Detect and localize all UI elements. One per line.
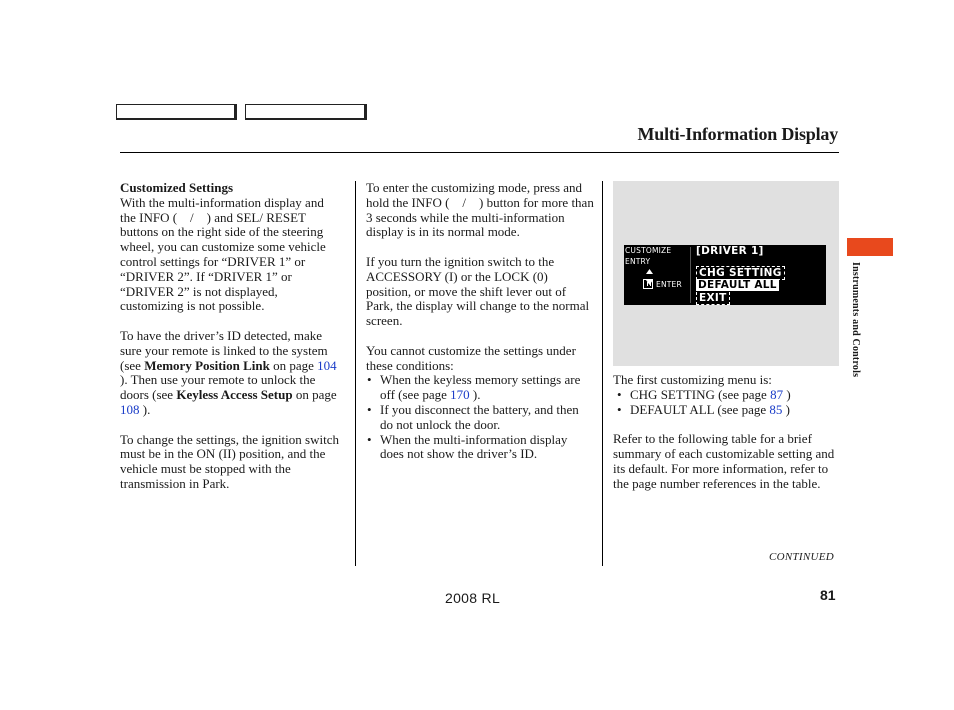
keyless-access-setup-ref: Keyless Access Setup bbox=[176, 387, 293, 403]
list-item bbox=[616, 403, 841, 418]
page-link-170[interactable]: 170 bbox=[450, 387, 470, 403]
footer-model: 2008 RL bbox=[445, 590, 501, 606]
col1-paragraph-3: To change the settings, the ignition switch must be in the ON (II) position, and the vehicle must be stopped with the transmission in Park. bbox=[120, 431, 339, 491]
page-link-85[interactable]: 85 bbox=[769, 401, 783, 417]
col1-p2-text-c: ). Then use your remote to unlock the doors (see bbox=[120, 372, 316, 403]
menu-item-1-text-b: ) bbox=[783, 386, 791, 402]
col1-paragraph-2 bbox=[120, 329, 342, 418]
page-link-87[interactable]: 87 bbox=[770, 386, 784, 402]
col2-paragraph-2: If you turn the ignition switch to the ACCESSORY (I) or the LOCK (0) position, or move the shift lever out of Park, the display will change to the normal screen. bbox=[366, 253, 590, 329]
lcd-screen bbox=[624, 245, 826, 305]
nav-button-2[interactable] bbox=[245, 104, 367, 120]
column-divider-2 bbox=[602, 181, 603, 566]
section-tab[interactable] bbox=[847, 238, 893, 256]
column-3 bbox=[613, 373, 841, 506]
section-side-label bbox=[849, 262, 863, 407]
col2-paragraph-3: You cannot customize the settings under these conditions: bbox=[366, 342, 576, 373]
list-item bbox=[616, 388, 841, 403]
col1-p2-text-d: on page bbox=[292, 387, 337, 403]
lcd-driver-id: [DRIVER 1] bbox=[696, 245, 764, 257]
continued-label: CONTINUED bbox=[769, 551, 835, 563]
col1-p2-text-e: ). bbox=[139, 401, 151, 417]
list-item: • If you disconnect the battery, and then do not unlock the door. bbox=[366, 403, 594, 433]
col2-paragraph-1: To enter the customizing mode, press and hold the INFO ( / ) button for more than 3 seconds while the multi-information display is in its normal mode. bbox=[366, 180, 594, 240]
col1-paragraph-1: With the multi-information display and the INFO ( / ) and SEL/ RESET buttons on the right side of the steering wheel, you can customize some vehicle control settings for “DRIVER 1” or “DRIVER 2”. If “DRIVER 1” or “DRIVER 2” is not displayed, customizing is not possible. bbox=[120, 194, 326, 314]
display-illustration bbox=[613, 181, 839, 366]
menu-item-2-text-a: DEFAULT ALL (see page bbox=[630, 401, 770, 417]
list-item bbox=[366, 373, 594, 403]
header-rule bbox=[120, 152, 839, 153]
conditions-list bbox=[366, 373, 594, 462]
section-side-label-text: Instruments and Controls bbox=[850, 262, 861, 378]
column-divider-1 bbox=[355, 181, 356, 566]
lcd-entry-label: ENTRY bbox=[625, 257, 651, 266]
col3-paragraph-1: The first customizing menu is: bbox=[613, 372, 772, 387]
lcd-chg-setting: CHG SETTING bbox=[696, 266, 785, 280]
page-link-108[interactable]: 108 bbox=[120, 401, 140, 417]
nav-button-1[interactable] bbox=[116, 104, 237, 120]
lcd-enter-label: ENTER bbox=[656, 280, 682, 289]
column-2 bbox=[366, 181, 594, 462]
col3-paragraph-2: Refer to the following table for a brief summary of each customizable setting and its default. For more information, refer to the page number references in the table. bbox=[613, 431, 835, 491]
condition-1-text-b: ). bbox=[469, 387, 481, 403]
lcd-customize-label: CUSTOMIZE bbox=[625, 246, 672, 255]
sel-reset-button-icon bbox=[643, 279, 653, 289]
col1-p2-text-b: on page bbox=[269, 357, 318, 373]
memory-position-link-ref: Memory Position Link bbox=[144, 357, 270, 373]
page-title: Multi-Information Display bbox=[637, 124, 838, 144]
lcd-divider bbox=[690, 247, 691, 303]
menu-list bbox=[616, 388, 841, 418]
menu-item-2-text-b: ) bbox=[782, 401, 790, 417]
col1-p2-text-a: To have the driver’s ID detected, make sure your remote is linked to the system (see bbox=[120, 327, 328, 373]
page-link-104[interactable]: 104 bbox=[317, 357, 337, 373]
lcd-exit: EXIT bbox=[696, 292, 730, 305]
section-heading: Customized Settings bbox=[120, 180, 234, 195]
condition-1-text-a: When the keyless memory settings are off (see page bbox=[380, 372, 581, 403]
list-item: • When the multi-information display does not show the driver’s ID. bbox=[366, 433, 594, 463]
column-1 bbox=[120, 181, 342, 507]
menu-item-1-text-a: CHG SETTING (see page bbox=[630, 386, 771, 402]
page-number: 81 bbox=[820, 587, 836, 603]
lcd-default-all: DEFAULT ALL bbox=[698, 279, 777, 291]
